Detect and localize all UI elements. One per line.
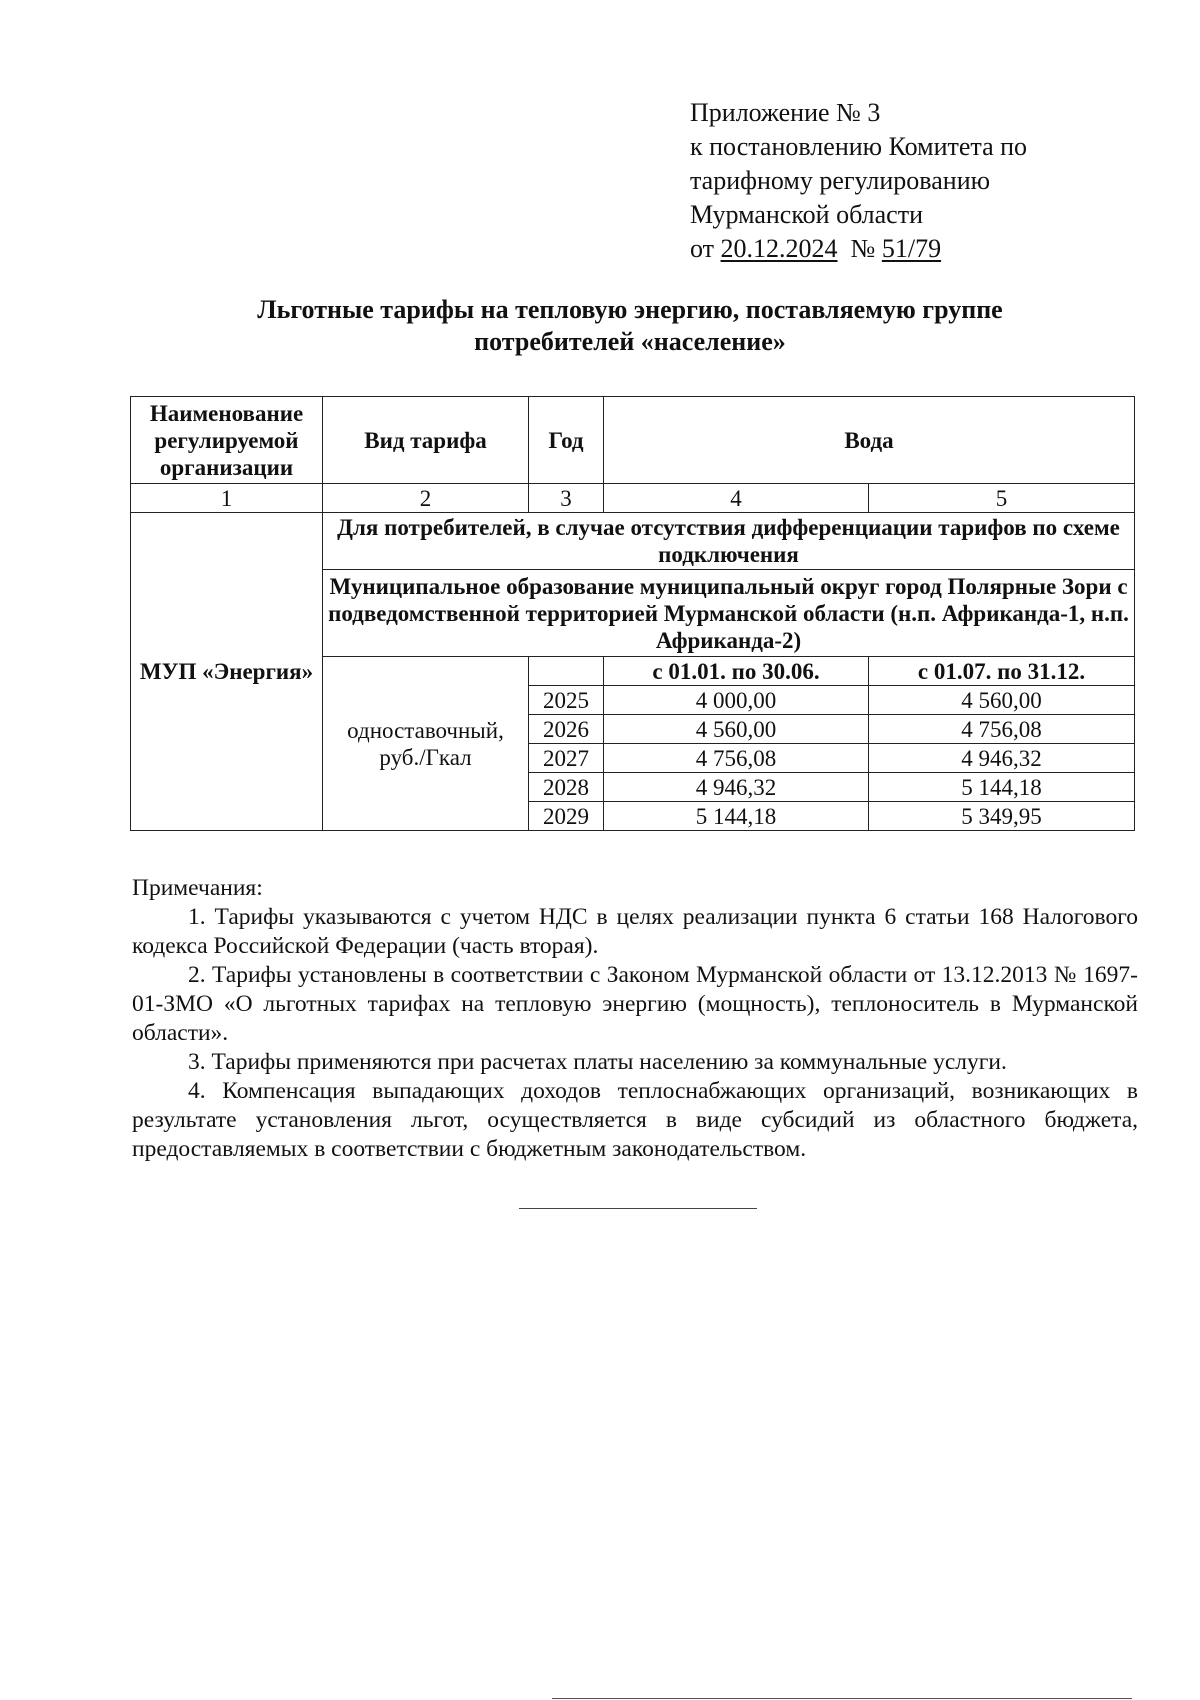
header-row [131,397,1135,484]
annex-number-label: № [850,234,876,263]
tariff-value-period-1: 4 560,00 [604,715,869,744]
tariff-value-period-1: 4 756,08 [604,744,869,773]
tariff-value-period-2: 4 560,00 [869,686,1135,715]
tariff-value-period-1: 4 000,00 [604,686,869,715]
tariff-type-cell: одноставочный, руб./Гкал [323,657,529,831]
header-water: Вода [604,397,1135,484]
title-line-2: потребителей «население» [474,327,786,356]
year-cell: 2028 [529,773,604,802]
tariff-value-period-2: 5 349,95 [869,802,1135,831]
tariff-value-period-2: 5 144,18 [869,773,1135,802]
note-item-2: 2. Тарифы установлены в соответствии с Законом Мурманской области от 13.12.2013 № 1697-01-ЗМО «О льготных тарифах на тепловую энергию (мощность), теплоноситель в Мурманской области». [132,962,1138,1046]
tariff-table [130,396,1135,831]
annex-line-4: Мурманской области [690,200,923,229]
annex-line-2: к постановлению Комитета по [690,132,1028,161]
header-year: Год [529,397,604,484]
column-number: 1 [131,484,323,513]
annex-line-1: Приложение № 3 [690,98,881,127]
annex-date: 20.12.2024 [720,234,838,263]
note-item-4: 4. Компенсация выпадающих доходов теплоснабжающих организаций, возникающих в результате установления льгот, осуществляется в виде субсидий из областного бюджета, предоставляемых в соответствии с бюджетным законодательством. [132,1078,1138,1162]
tariff-value-period-1: 5 144,18 [604,802,869,831]
segment-row-1 [131,513,1135,570]
segment-consumers: Для потребителей, в случае отсутствия дифференциации тарифов по схеме подключения [323,513,1135,570]
empty-year-cell [529,657,604,686]
organization-cell: МУП «Энергия» [131,513,323,831]
tariff-value-period-2: 4 756,08 [869,715,1135,744]
page-bottom-rule [552,1698,1132,1699]
tariff-value-period-2: 4 946,32 [869,744,1135,773]
column-number: 4 [604,484,869,513]
year-cell: 2025 [529,686,604,715]
notes-heading: Примечания: [132,875,263,901]
column-number: 2 [323,484,529,513]
annex-block [690,96,1027,266]
note-item-1: 1. Тарифы указываются с учетом НДС в целях реализации пункта 6 статьи 168 Налогового кодекса Российской Федерации (часть вторая). [132,904,1138,959]
document-title [150,294,1110,358]
year-cell: 2026 [529,715,604,744]
annex-number: 51/79 [881,234,942,263]
notes-section [132,874,1138,1164]
period-2: с 01.07. по 31.12. [869,657,1135,686]
header-tariff-type: Вид тарифа [323,397,529,484]
annex-line-3: тарифному регулированию [690,166,991,195]
tariff-value-period-1: 4 946,32 [604,773,869,802]
annex-from-label: от [690,234,715,263]
segment-municipality: Муниципальное образование муниципальный округ город Полярные Зори с подведомственной территорией Мурманской области (н.п. Африканда-1, н.п. Африканда-2) [323,570,1135,657]
column-number-row [131,484,1135,513]
header-org: Наименование регулируемой организации [131,397,323,484]
column-number: 3 [529,484,604,513]
year-cell: 2027 [529,744,604,773]
note-item-3: 3. Тарифы применяются при расчетах платы населению за коммунальные услуги. [188,1049,1007,1075]
column-number: 5 [869,484,1135,513]
title-line-1: Льготные тарифы на тепловую энергию, поставляемую группе [257,295,1003,324]
period-1: с 01.01. по 30.06. [604,657,869,686]
end-divider [519,1208,757,1209]
year-cell: 2029 [529,802,604,831]
annex-date-line [690,232,1027,266]
